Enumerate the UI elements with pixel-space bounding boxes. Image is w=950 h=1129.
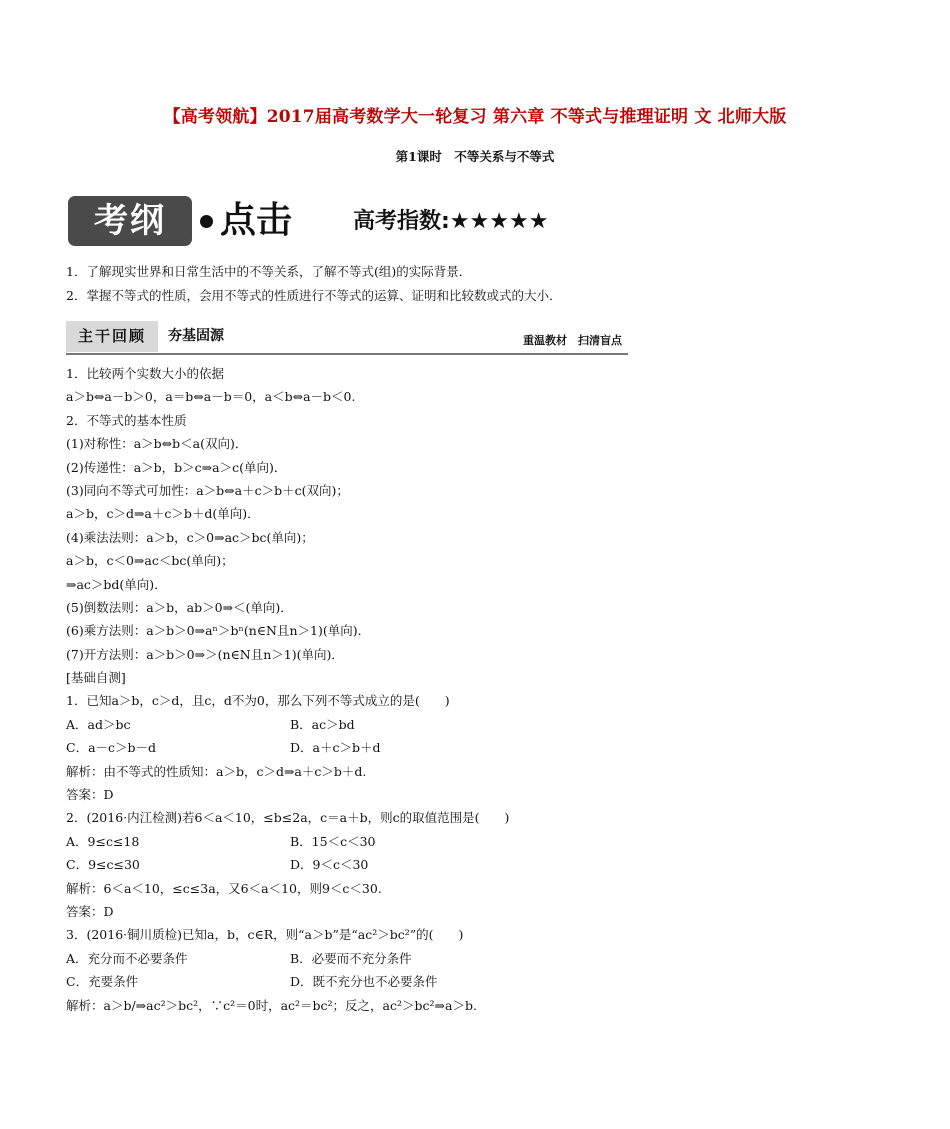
section-header	[66, 319, 628, 355]
content-line: ⇒ac＞bd(单向)．	[66, 576, 167, 592]
option-a: A．9≤c≤18	[66, 833, 140, 849]
content-line: (2)传递性：a＞b，b＞c⇒a＞c(单向)．	[66, 459, 287, 475]
option-b: B．ac＞bd	[290, 716, 355, 732]
question-3: 3．(2016·铜川质检)已知a，b，c∈R，则“a＞b”是“ac²＞bc²”的( )	[66, 927, 464, 943]
option-a: A．ad＞bc	[66, 716, 131, 732]
content-line: (7)开方法则：a＞b＞0⇒＞(n∈N且n＞1)(单向)．	[66, 646, 344, 662]
lesson-subtitle: 第1课时 不等关系与不等式	[395, 149, 555, 164]
answer-text: 答案：D	[66, 787, 114, 803]
question-1-options-row	[66, 736, 646, 759]
exam-index-rating: 高考指数:★★★★★	[353, 209, 549, 234]
bullet-dot-icon	[200, 215, 213, 228]
option-c: C．a－c＞b－d	[66, 740, 157, 756]
content-line: (4)乘法法则：a＞b，c＞0⇒ac＞bc(单向)；	[66, 529, 314, 545]
question-2: 2．(2016·内江检测)若6＜a＜10，≤b≤2a，c＝a＋b，则c的取值范围是( )	[66, 810, 510, 826]
content-line: (6)乘方法则：a＞b＞0⇒aⁿ＞bⁿ(n∈N且n＞1)(单向)．	[66, 623, 371, 639]
outline-label-box: 考纲	[68, 196, 192, 246]
content-line: 1．比较两个实数大小的依据	[66, 366, 224, 381]
option-a: A．充分而不必要条件	[66, 950, 188, 966]
answer-text: 答案：D	[66, 903, 114, 919]
option-c: C．9≤c≤30	[66, 857, 140, 873]
content-line: a＞b，c＜0⇒ac＜bc(单向)；	[66, 553, 234, 569]
option-c: C．充要条件	[66, 974, 139, 990]
content-line: a＞b⇔a－b＞0，a＝b⇔a－b＝0，a＜b⇔a－b＜0.	[66, 389, 356, 405]
content-line: 2．不等式的基本性质	[66, 412, 187, 428]
option-b: B．15＜c＜30	[290, 833, 376, 849]
outline-label-main: 点击	[220, 200, 293, 241]
analysis-text: 解析：a＞b/⇒ac²＞bc²，∵c²＝0时，ac²＝bc²；反之，ac²＞bc²⇒a＞b.	[66, 997, 477, 1013]
section-tab: 主干回顾	[66, 321, 158, 352]
practice-heading: [基础自测]	[66, 670, 126, 686]
option-d: D．9＜c＜30	[290, 857, 369, 873]
question-1-options-row	[66, 713, 646, 736]
option-d: D．a＋c＞b＋d	[290, 740, 381, 756]
question-1: 1．已知a＞b，c＞d，且c，d不为0，那么下列不等式成立的是( )	[66, 693, 450, 709]
section-subtitle: 夯基固源	[168, 328, 224, 344]
option-d: D．既不充分也不必要条件	[290, 974, 438, 990]
content-line: (5)倒数法则：a＞b，ab＞0⇒＜(单向)．	[66, 599, 293, 615]
content-line: (3)同向不等式可加性：a＞b⇔a＋c＞b＋c(双向)；	[66, 482, 349, 498]
main-content	[66, 362, 646, 1017]
option-b: B．必要而不充分条件	[290, 950, 412, 966]
question-3-options-row	[66, 970, 646, 993]
section-slogan: 重温教材 扫清盲点	[523, 334, 622, 347]
analysis-text: 解析：由不等式的性质知：a＞b，c＞d⇒a＋c＞b＋d.	[66, 763, 367, 779]
question-2-options-row	[66, 853, 646, 876]
analysis-text: 解析：6＜a＜10，≤c≤3a，又6＜a＜10，则9＜c＜30.	[66, 880, 382, 896]
outline-points	[66, 260, 561, 308]
content-line: a＞b，c＞d⇒a＋c＞b＋d(单向)．	[66, 506, 260, 522]
outline-point: 2．掌握不等式的性质，会用不等式的性质进行不等式的运算、证明和比较数或式的大小．	[66, 288, 562, 303]
outline-banner	[68, 196, 628, 248]
document-title: 【高考领航】2017届高考数学大一轮复习 第六章 不等式与推理证明 文 北师大版	[163, 107, 787, 127]
question-3-options-row	[66, 947, 646, 970]
outline-point: 1．了解现实世界和日常生活中的不等关系，了解不等式(组)的实际背景．	[66, 264, 472, 279]
content-line: (1)对称性：a＞b⇔b＜a(双向)．	[66, 436, 248, 452]
question-2-options-row	[66, 830, 646, 853]
